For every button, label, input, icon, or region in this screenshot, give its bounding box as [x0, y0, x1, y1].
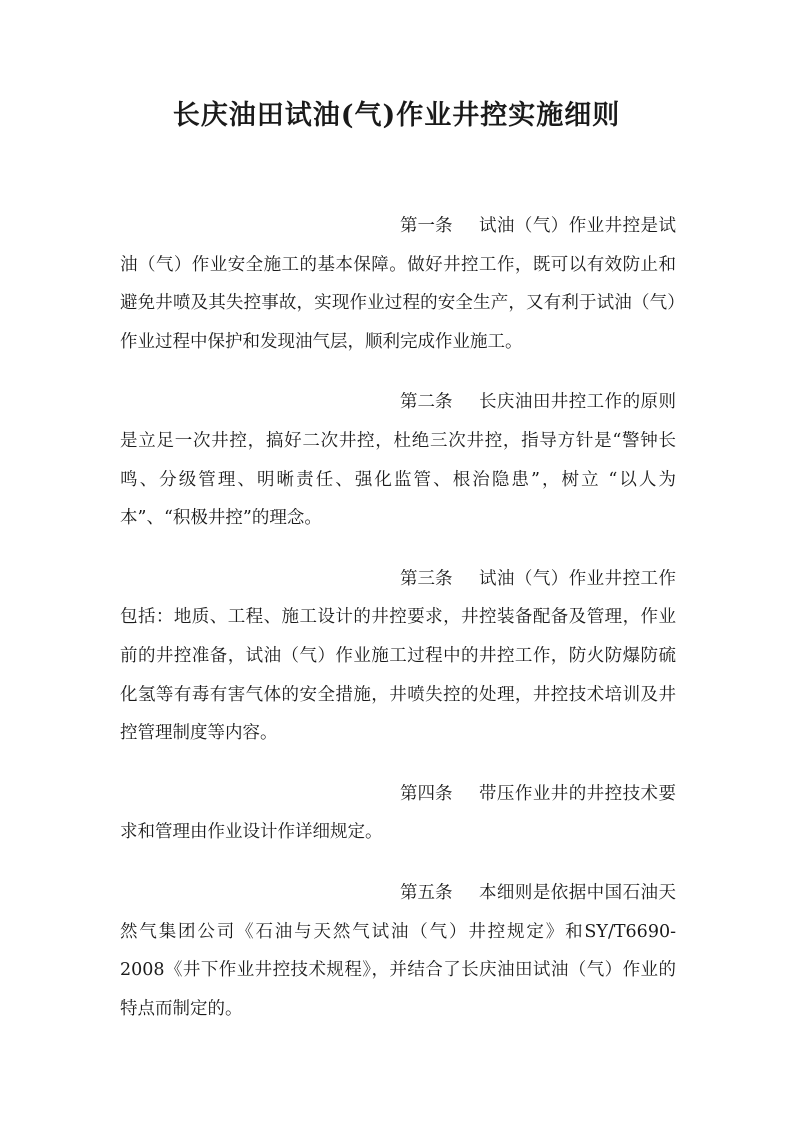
article-4: [120, 775, 676, 852]
document-body: [120, 207, 676, 1050]
article-text: 本细则是依据中国石油天然气集团公司《石油与天然气试油（气）井控规定》和SY/T6690-2008《井下作业井控技术规程》，并结合了长庆油田试油（气）作业的特点而制定的。: [120, 882, 676, 1019]
article-label: 第一条: [400, 216, 453, 236]
article-text: 长庆油田井控工作的原则是立足一次井控，搞好二次井控，杜绝三次井控，指导方针是“警钟长鸣、分级管理、明晰责任、强化监管、根治隐患”，树立 “以人为本”、“积极井控”的理念。: [120, 392, 676, 529]
article-label: 第二条: [400, 392, 453, 413]
article-text: 试油（气）作业井控是试油（气）作业安全施工的基本保障。做好井控工作，既可以有效防止和避免井喷及其失控事故，实现作业过程的安全生产，又有利于试油（气）作业过程中保护和发现油气层，顺利完成作业施工。: [120, 216, 676, 352]
article-5: [120, 874, 676, 1028]
article-label: 第三条: [400, 568, 453, 589]
article-text: 试油（气）作业井控工作包括：地质、工程、施工设计的井控要求，井控装备配备及管理，作业前的井控准备，试油（气）作业施工过程中的井控工作，防火防爆防硫化氢等有毒有害气体的安全措施，井喷失控的处理，井控技术培训及井控管理制度等内容。: [120, 568, 676, 744]
article-3: [120, 560, 676, 753]
article-2: [120, 383, 676, 537]
article-label: 第五条: [400, 882, 453, 903]
article-text: 带压作业井的井控技术要求和管理由作业设计作详细规定。: [120, 783, 676, 843]
article-label: 第四条: [400, 783, 453, 804]
document-title: 长庆油田试油(气)作业井控实施细则: [172, 100, 621, 131]
article-1: [120, 207, 676, 361]
